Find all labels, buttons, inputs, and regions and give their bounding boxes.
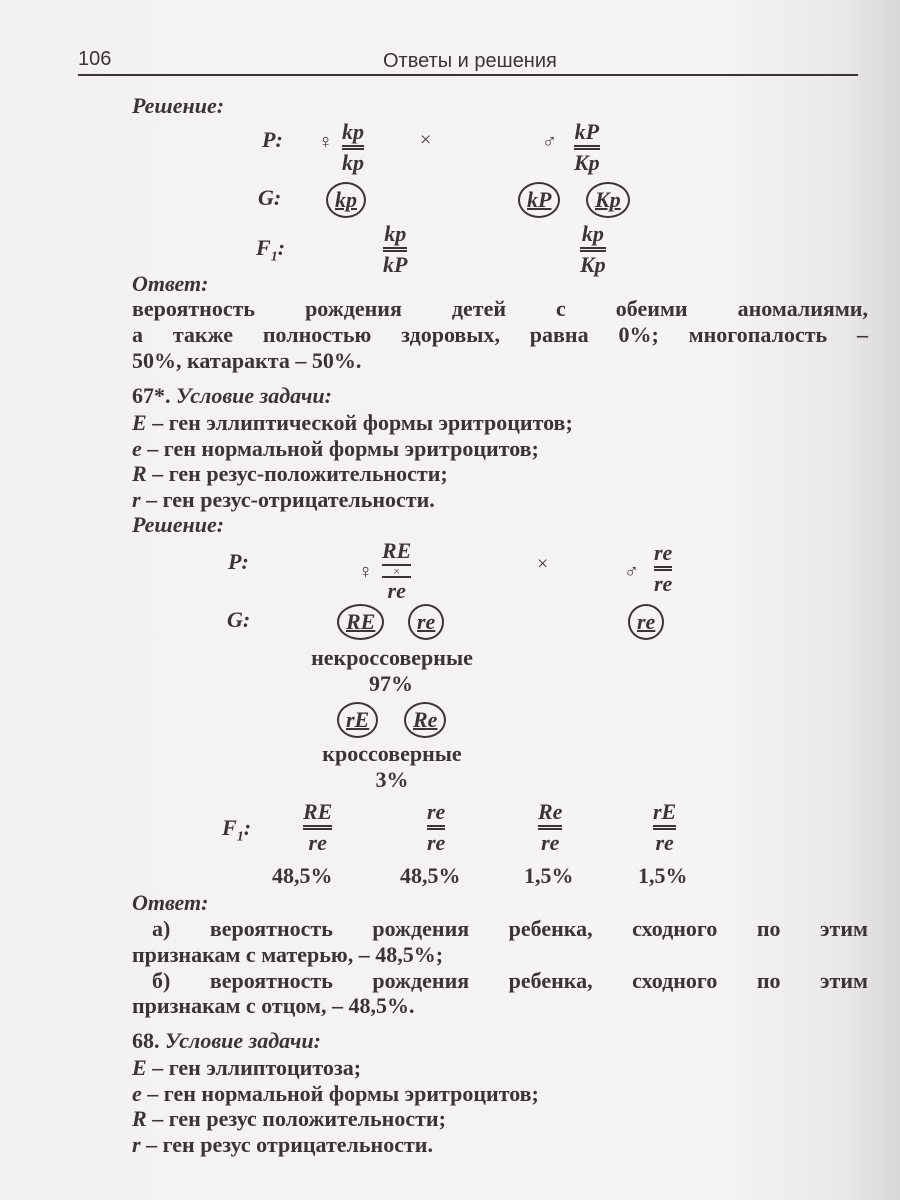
male-genotype: re re — [654, 540, 673, 596]
offspring-percent: 1,5% — [524, 863, 574, 888]
task-heading: 67*. Условие задачи: — [132, 383, 332, 408]
gene-definition: e – ген нормальной формы эритроцитов; — [132, 1081, 539, 1106]
offspring-genotype: kp kP — [383, 221, 408, 277]
crossover-percent: 3% — [375, 767, 409, 792]
gamete: kp — [326, 182, 366, 218]
p-label: P: — [228, 549, 249, 574]
crossover-mark: × — [393, 564, 401, 578]
gamete: Kp — [586, 182, 630, 218]
gene-definition: E – ген эллиптоцитоза; — [132, 1055, 362, 1080]
gamete: rE — [337, 702, 378, 738]
gamete: re — [408, 604, 444, 640]
male-genotype: kP Kp — [574, 119, 600, 175]
female-genotype: RE × re — [382, 538, 412, 603]
female-icon: ♀ — [358, 561, 373, 583]
answer-line: 50%, катаракта – 50%. — [132, 348, 362, 373]
male-icon: ♂ — [542, 131, 557, 153]
answer-label: Ответ: — [132, 271, 209, 296]
gene-definition: R – ген резус-положительности; — [132, 461, 448, 486]
gamete: re — [628, 604, 664, 640]
offspring-genotype: kp Kp — [580, 221, 606, 277]
male-icon: ♂ — [624, 561, 639, 583]
female-genotype: kp kp — [342, 119, 364, 175]
answer-line: признакам с отцом, – 48,5%. — [132, 993, 415, 1018]
offspring-percent: 48,5% — [400, 863, 461, 888]
gene-definition: R – ген резус положительности; — [132, 1106, 446, 1131]
answer-line: а также полностью здоровых, равна 0%; многопалость – — [132, 322, 868, 347]
offspring-percent: 48,5% — [272, 863, 333, 888]
header-rule — [78, 74, 858, 76]
page-number: 106 — [78, 48, 112, 70]
gene-definition: r – ген резус-отрицательности. — [132, 487, 435, 512]
gene-definition: e – ген нормальной формы эритроцитов; — [132, 436, 539, 461]
solution-label: Решение: — [132, 93, 225, 118]
gamete: kP — [518, 182, 560, 218]
answer-label: Ответ: — [132, 890, 209, 915]
cross-icon: × — [420, 129, 432, 151]
offspring-genotype: RE re — [303, 799, 333, 855]
offspring-genotype: Re re — [538, 799, 563, 855]
offspring-percent: 1,5% — [638, 863, 688, 888]
gene-definition: E – ген эллиптической формы эритроцитов; — [132, 410, 573, 435]
crossover-label: кроссоверные — [322, 741, 462, 766]
offspring-genotype: re re — [427, 799, 446, 855]
answer-line: б) вероятность рождения ребенка, сходного по этим — [152, 968, 868, 993]
p-label: P: — [262, 127, 283, 152]
running-title: Ответы и решения — [383, 50, 557, 72]
offspring-genotype: rE re — [653, 799, 677, 855]
solution-label: Решение: — [132, 512, 225, 537]
gene-definition: r – ген резус отрицательности. — [132, 1132, 433, 1157]
f1-label: $F_1$: — [222, 815, 252, 845]
f1-label: $F_1$: — [256, 235, 286, 265]
g-label: G: — [258, 185, 282, 210]
female-icon: ♀ — [318, 131, 333, 153]
gamete: Re — [404, 702, 446, 738]
g-label: G: — [227, 607, 251, 632]
task-heading: 68. Условие задачи: — [132, 1028, 321, 1053]
cross-icon: × — [537, 553, 549, 575]
answer-line: признакам с матерью, – 48,5%; — [132, 942, 444, 967]
noncrossover-percent: 97% — [369, 671, 413, 696]
answer-line: вероятность рождения детей с обеими аномалиями, — [132, 296, 868, 321]
noncrossover-label: некроссоверные — [311, 645, 473, 670]
answer-line: а) вероятность рождения ребенка, сходного по этим — [152, 916, 868, 941]
gamete: RE — [337, 604, 384, 640]
